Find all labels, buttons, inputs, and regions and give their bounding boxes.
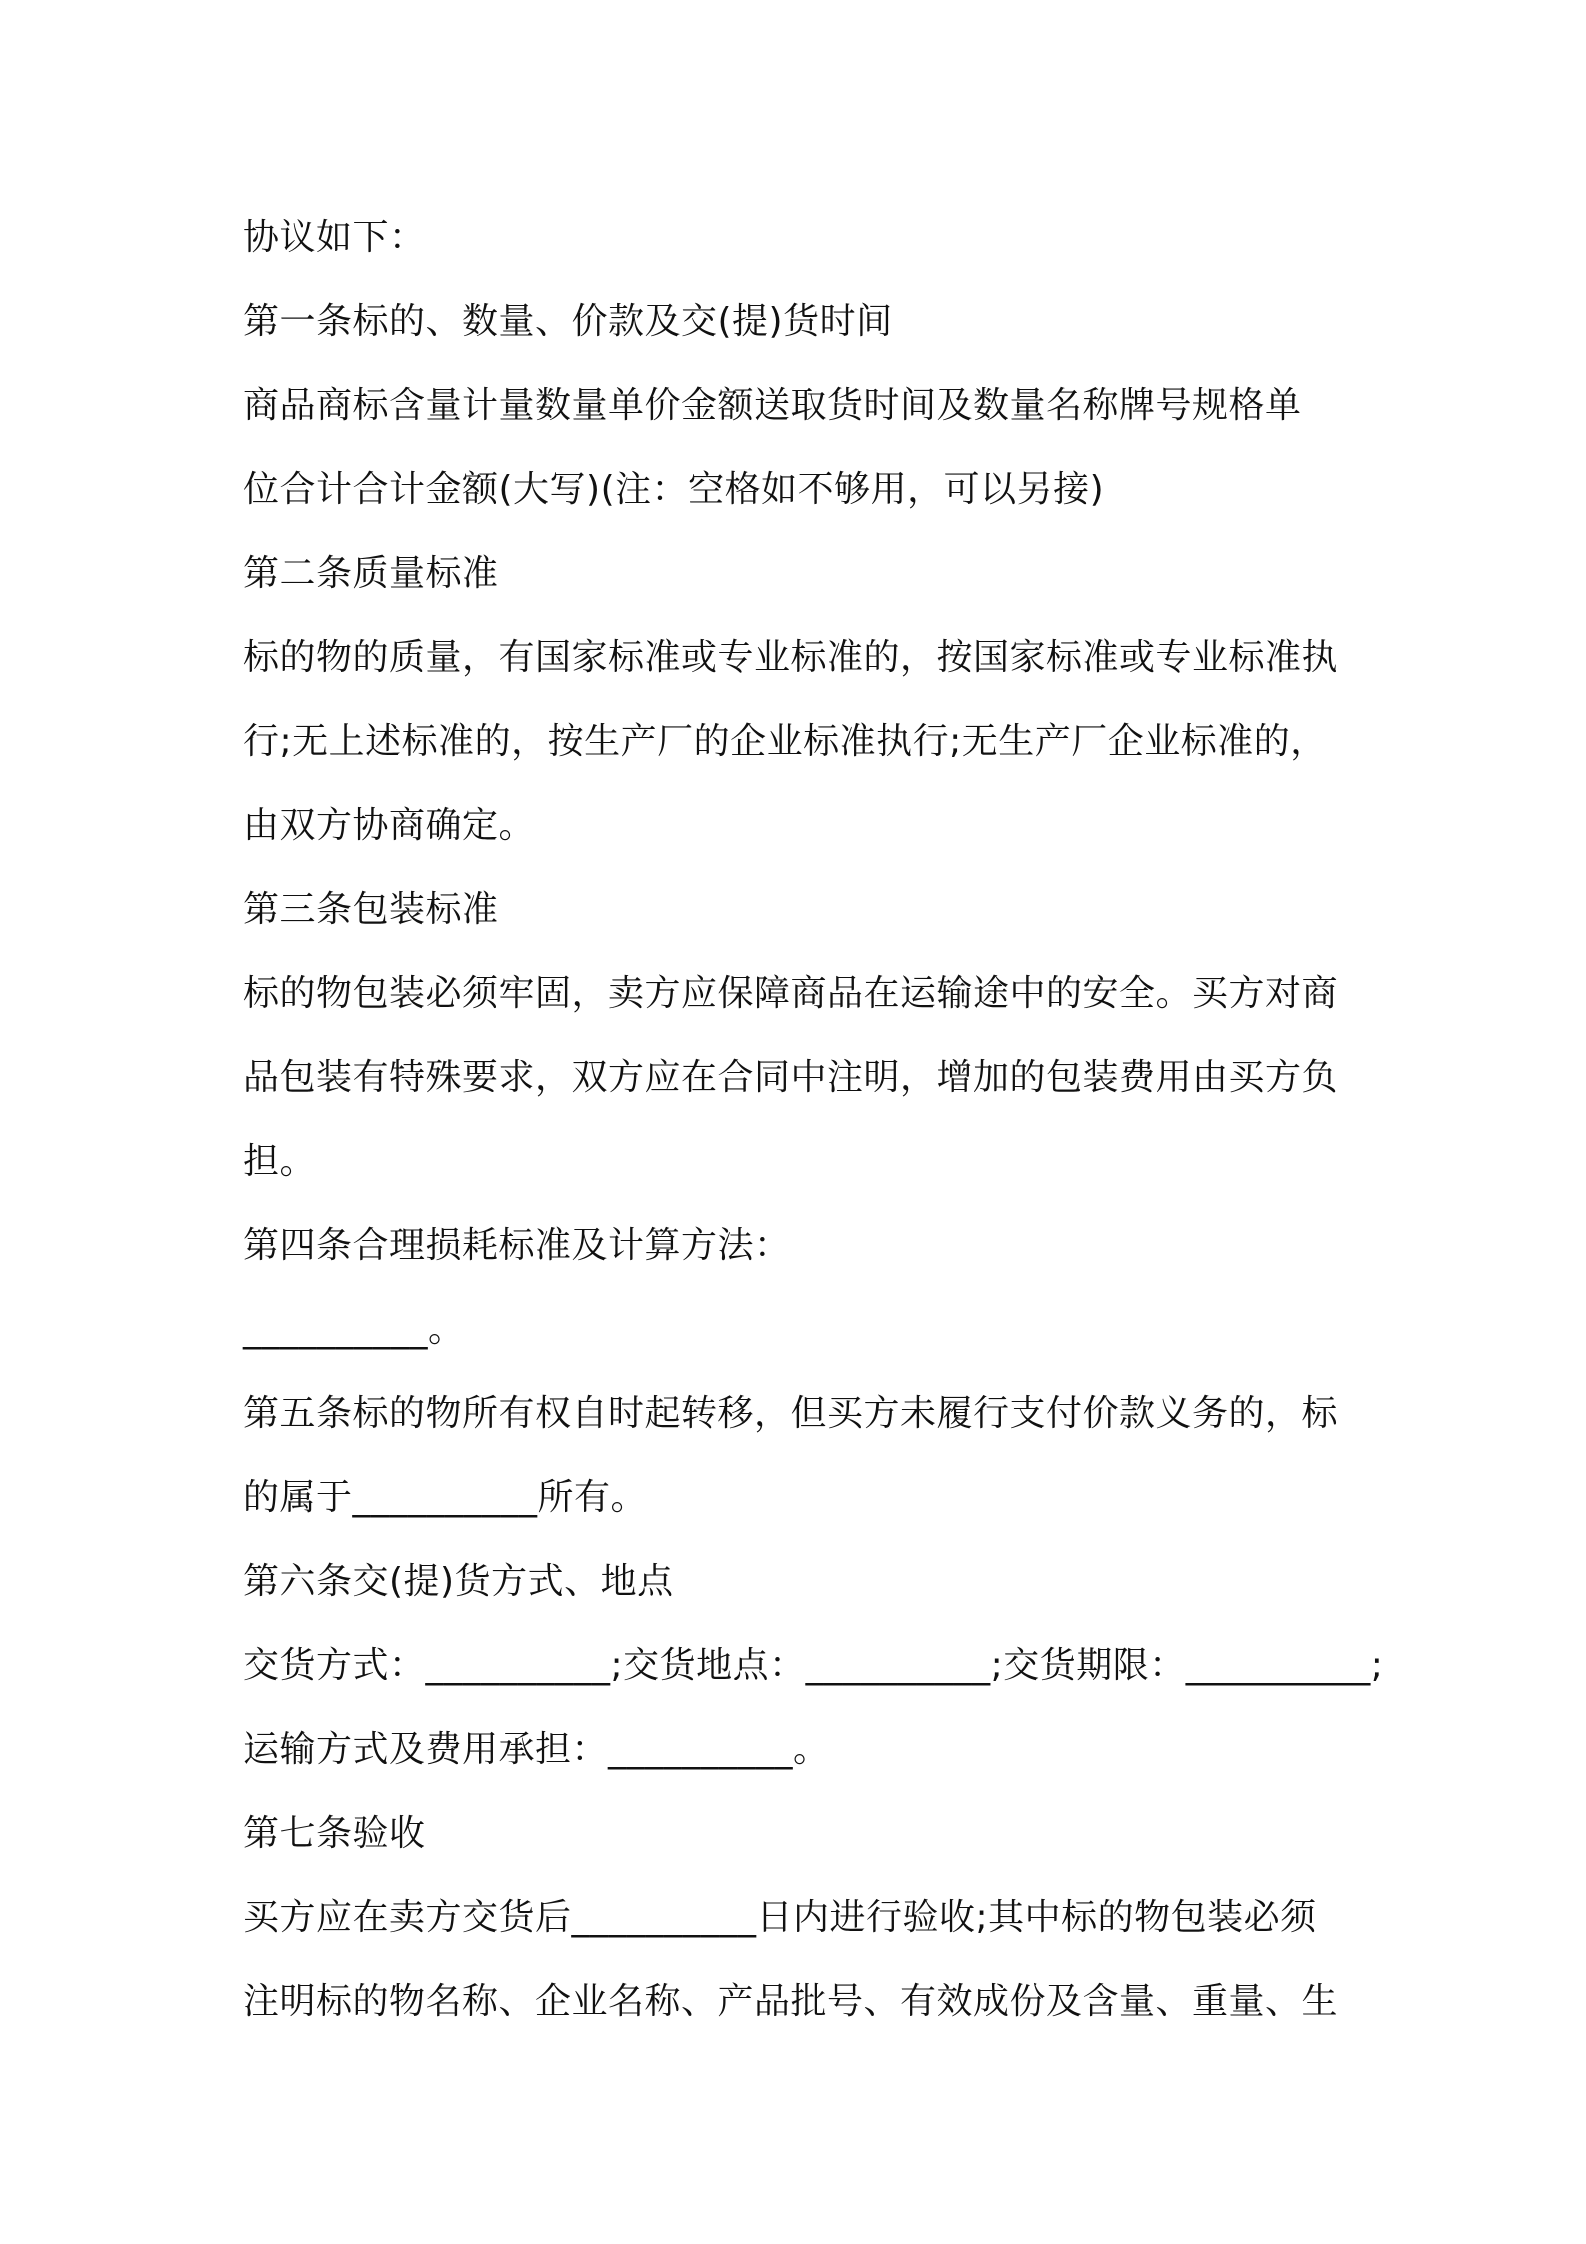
text-line-20: 第七条验收	[243, 1813, 426, 1854]
text-line-15: 第五条标的物所有权自时起转移，但买方未履行支付价款义务的，标	[243, 1393, 1339, 1434]
text-line-11: 品包装有特殊要求，双方应在合同中注明，增加的包装费用由买方负	[243, 1057, 1339, 1098]
text-line-18: 交货方式：__________;交货地点：__________;交货期限：__________;	[243, 1645, 1384, 1686]
text-line-7: 行;无上述标准的，按生产厂的企业标准执行;无生产厂企业标准的，	[243, 721, 1327, 762]
text-line-17: 第六条交(提)货方式、地点	[243, 1561, 674, 1602]
document-body	[243, 196, 1384, 2044]
text-line-14: __________。	[243, 1309, 465, 1350]
text-line-1: 协议如下：	[243, 217, 426, 258]
text-line-2: 第一条标的、数量、价款及交(提)货时间	[243, 301, 893, 342]
text-line-19: 运输方式及费用承担：__________。	[243, 1729, 830, 1770]
text-line-13: 第四条合理损耗标准及计算方法：	[243, 1225, 791, 1266]
text-line-9: 第三条包装标准	[243, 889, 499, 930]
text-line-4: 位合计合计金额(大写)(注：空格如不够用，可以另接)	[243, 469, 1105, 510]
text-line-8: 由双方协商确定。	[243, 805, 536, 846]
text-line-6: 标的物的质量，有国家标准或专业标准的，按国家标准或专业标准执	[243, 637, 1339, 678]
text-line-12: 担。	[243, 1141, 317, 1182]
text-line-21: 买方应在卖方交货后__________日内进行验收;其中标的物包装必须	[243, 1897, 1317, 1938]
text-line-5: 第二条质量标准	[243, 553, 499, 594]
text-line-10: 标的物包装必须牢固，卖方应保障商品在运输途中的安全。买方对商	[243, 973, 1339, 1014]
text-line-22: 注明标的物名称、企业名称、产品批号、有效成份及含量、重量、生	[243, 1981, 1339, 2022]
text-line-3: 商品商标含量计量数量单价金额送取货时间及数量名称牌号规格单	[243, 385, 1302, 426]
text-line-16: 的属于__________所有。	[243, 1477, 648, 1518]
